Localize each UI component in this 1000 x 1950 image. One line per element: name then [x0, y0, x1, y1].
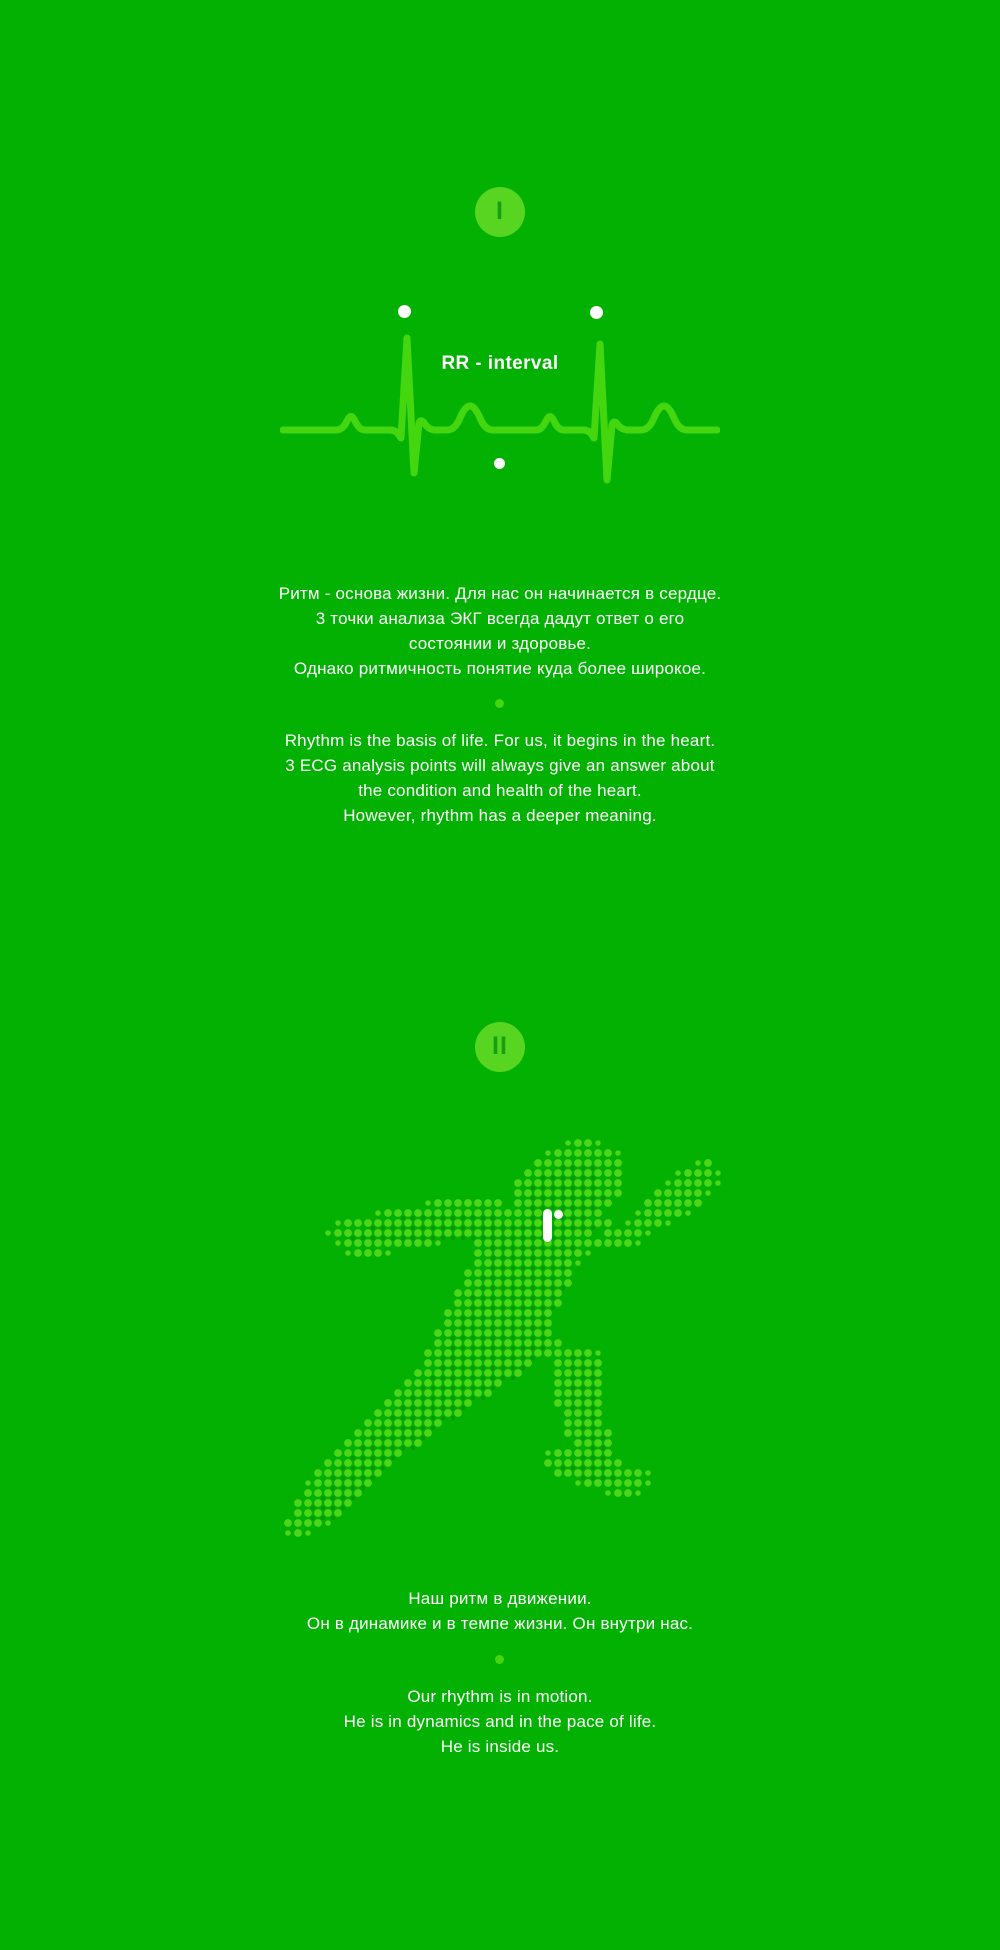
section-1-numeral: I [496, 196, 504, 225]
text-line: состоянии и здоровье. [408, 634, 592, 653]
text-line: He is inside us. [440, 1737, 560, 1756]
text-line: 3 точки анализа ЭКГ всегда дадут ответ о его [315, 609, 685, 628]
separator-dot-1 [495, 699, 504, 708]
section-2-badge [475, 1022, 525, 1072]
text-line: Однако ритмичность понятие куда более широкое. [293, 659, 707, 678]
section-1-text-ru [0, 581, 1000, 681]
text-line: the condition and health of the heart. [358, 781, 642, 800]
text-line: Ритм - основа жизни. Для нас он начинается в сердце. [278, 584, 722, 603]
section-1-badge [475, 187, 525, 237]
section-1-text-en [0, 728, 1000, 828]
runner-i-marker-bar [543, 1209, 552, 1242]
text-line: Наш ритм в движении. [408, 1589, 592, 1608]
ecg-marker-dot-right [590, 306, 603, 319]
ecg-marker-dot-bottom [494, 458, 505, 469]
section-2-numeral: II [492, 1031, 508, 1060]
section-2-text-ru [0, 1586, 1000, 1636]
text-line: Он в динамике и в темпе жизни. Он внутри нас. [306, 1614, 694, 1633]
section-2-text-en [0, 1684, 1000, 1759]
rr-interval-label: RR - interval [441, 353, 559, 374]
text-line: Rhythm is the basis of life. For us, it begins in the heart. [284, 731, 716, 750]
text-line: He is in dynamics and in the pace of life. [343, 1712, 657, 1731]
separator-dot-2 [495, 1655, 504, 1664]
ecg-marker-dot-left [398, 305, 411, 318]
text-line: 3 ECG analysis points will always give an answer about [285, 756, 715, 775]
runner-dots [284, 1139, 721, 1537]
text-line: However, rhythm has a deeper meaning. [343, 806, 657, 825]
text-line: Our rhythm is in motion. [407, 1687, 593, 1706]
runner-figure [283, 1128, 723, 1548]
runner-i-marker-dot [554, 1210, 563, 1219]
